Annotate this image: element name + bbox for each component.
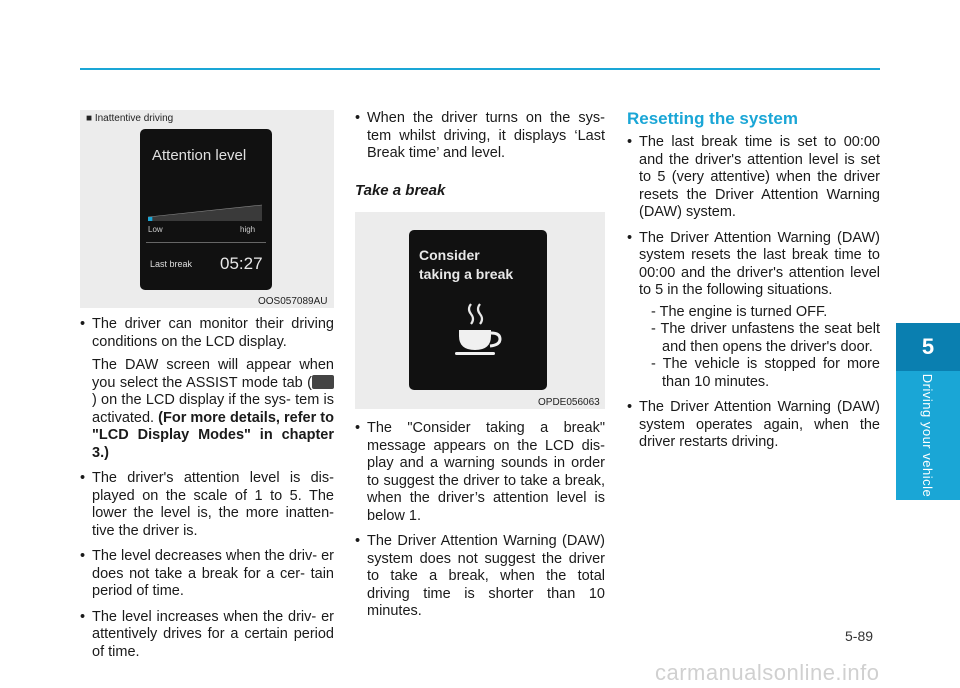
low-label: Low	[148, 225, 163, 234]
list-item: • The driver can monitor their driving conditions on the LCD display. The DAW screen will appear when you select the ASSIST mode tab () on the LCD display if the sys- tem is activated. (For more details, refer to "LCD Display Modes" in chapter 3.)	[80, 316, 334, 461]
list-item: • The last break time is set to 00:00 and the driver's attention level is set to 5 (very attentive) when the driver resets the Driver Attention Warning (DAW) system.	[627, 134, 880, 220]
top-rule	[80, 68, 880, 70]
column-2-bottom	[355, 420, 605, 629]
figure-code: OOS057089AU	[258, 296, 328, 307]
figure-caption: ■ Inattentive driving	[86, 113, 174, 124]
column-3	[627, 134, 880, 460]
chapter-number: 5	[896, 323, 960, 371]
list-item: • The Driver Attention Warning (DAW) system operates again, when the driver restarts driving.	[627, 399, 880, 450]
sub-item: - The vehicle is stopped for more than 10 minutes.	[651, 356, 880, 390]
column-2-top	[355, 110, 605, 171]
take-a-break-screen	[409, 230, 547, 390]
last-break-label: Last break	[150, 259, 193, 269]
figure-code: OPDE056063	[538, 397, 600, 408]
screen-title: Attention level	[152, 147, 247, 164]
message-line-2: taking a break	[419, 266, 514, 282]
list-item: • The Driver Attention Warning (DAW) system does not suggest the driver to take a break, when the total driving time is shorter than 10 minutes.	[355, 533, 605, 619]
list-item: • The level decreases when the driv- er does not take a break for a cer- tain period of time.	[80, 548, 334, 599]
chapter-label: Driving your vehicle	[920, 373, 936, 498]
attention-meter	[140, 129, 272, 239]
list-item: • The level increases when the driv- er attentively drives for a certain period of time.	[80, 608, 334, 660]
coffee-cup-icon	[449, 300, 509, 360]
attention-level-screen	[140, 129, 272, 290]
section-heading-take-a-break: Take a break	[355, 182, 446, 199]
column-1	[80, 316, 334, 669]
list-item: • The Driver Attention Warning (DAW) system resets the last break time to 00:00 and the driver's attention level to 5 in the following situations. - The engine is turned OFF. - The driver unfastens the seat belt and then opens the driver's door. - The vehicle is stopped for more than 10 minutes.	[627, 229, 880, 390]
high-label: high	[240, 225, 256, 234]
watermark: carmanualsonline.info	[655, 660, 880, 685]
section-heading-resetting: Resetting the system	[627, 109, 798, 128]
divider	[146, 242, 266, 243]
list-item: • The driver's attention level is dis- played on the scale of 1 to 5. The lower the level is, the more inatten- tive the driver is.	[80, 470, 334, 539]
last-break-time: 05:27	[220, 254, 263, 273]
message-line-1: Consider	[419, 247, 480, 263]
page-number: 5-89	[845, 628, 874, 644]
sub-item: - The engine is turned OFF.	[651, 303, 828, 320]
list-item: • When the driver turns on the sys- tem whilst driving, it displays ‘Last Break time’ and level.	[355, 110, 605, 161]
sub-item: - The driver unfastens the seat belt and then opens the driver's door.	[651, 321, 880, 355]
assist-mode-tab-icon	[312, 375, 334, 389]
list-item: • The "Consider taking a break" message appears on the LCD dis- play and a warning sounds in order to suggest the driver to take a break, when the driver’s attention level is below 1.	[355, 420, 605, 524]
